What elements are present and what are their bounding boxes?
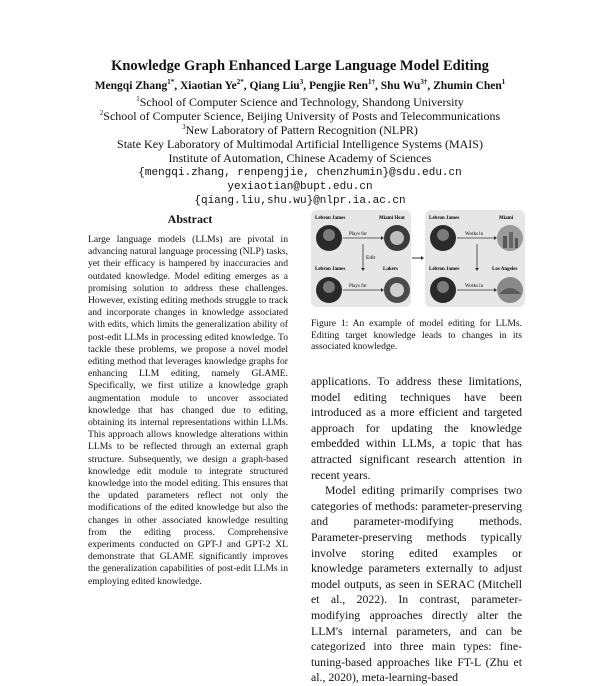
left-top-subject: Lebron James	[315, 216, 346, 221]
right-top-relation: Works in	[465, 232, 484, 237]
abstract-heading: Abstract	[167, 212, 213, 226]
email: {mengqi.zhang, renpengjie, chenzhumin}@sdu.edu.cn	[138, 167, 462, 179]
team-logo-inner	[390, 283, 404, 297]
affiliation: $^1$School of Computer Science and Technology, Shandong University	[136, 95, 464, 109]
player-face	[437, 229, 449, 241]
body-paragraph: applications. To address these limitations, model editing techniques have been introduced as a more efficient and targeted approach for updating the knowledge embedded within LLMs, a topic that has attracted significant research attention in recent years.	[311, 374, 522, 482]
right-bottom-relation: Works in	[465, 284, 484, 289]
right-bottom-object: Los Angeles	[492, 267, 518, 272]
author: Qiang Liu	[249, 80, 300, 92]
building	[515, 238, 518, 248]
author: Pengjie Ren	[308, 80, 369, 92]
paper-title: Knowledge Graph Enhanced Large Language Model Editing	[111, 58, 489, 74]
left-bottom-subject: Lebron James	[315, 267, 346, 272]
figure-caption: Figure 1: An example of model editing for LLMs. Editing target knowledge leads to changes in its associated knowledge.	[311, 318, 522, 353]
author-sup: 1†	[368, 78, 376, 87]
body-paragraph: Model editing primarily comprises two categories of methods: parameter-preserving and parameter-modifying methods. Parameter-preserving methods typically involve storing edited examples or knowledge parameters externally to adjust model outputs, as seen in SERAC (Mitchell et al., 2022). In contrast, parameter-modifying approaches directly alter the LLM's internal parameters, and can be categorized into three main types: fine-tuning-based approaches like FT-L (Zhu et al., 2020), meta-learning-based	[311, 483, 522, 685]
left-top-object: Miami Heat	[379, 216, 405, 221]
edit-label: Edit	[366, 255, 376, 261]
affiliation: $^3$New Laboratory of Pattern Recognition (NLPR)	[182, 123, 418, 137]
author: Shu Wu	[380, 80, 421, 92]
right-top-subject: Lebron James	[429, 216, 460, 221]
email: yexiaotian@bupt.edu.cn	[227, 181, 373, 193]
player-face	[437, 281, 449, 293]
affiliation: Institute of Automation, Chinese Academy of Sciences	[168, 151, 432, 165]
team-logo-inner	[390, 231, 404, 245]
left-top-relation: Plays for	[349, 232, 367, 237]
abstract-text: Large language models (LLMs) are pivotal in advancing natural language processing (NLP) tasks, yet their efficacy is hampered by inaccuracies and outdated knowledge. Model editing emerges as a promising solution to address these challenges. However, existing editing methods struggle to track and incorporate changes in knowledge associated with edits, which limits the generalization ability of post-edit LLMs in processing edited knowledge. To tackle these problems, we propose a novel model editing method that leverages knowledge graphs for enhancing LLM editing, namely GLAME. Specifically, we first utilize a knowledge graph augmentation module to uncover associated knowledge that has changed due to editing, obtaining its internal representations within LLMs. This approach allows knowledge alterations within LLMs to be reflected through an external graph structure. Subsequently, we design a graph-based knowledge edit module to integrate structured knowledge into the model editing. This ensures that the updated parameters reflect not only the modifications of the edited knowledge but also the changes in other associated knowledge resulting from the editing process. Comprehensive experiments conducted on GPT-J and GPT-2 XL demonstrate that GLAME significantly improves the generalization capabilities of post-edit LLMs in employing edited knowledge.	[88, 234, 288, 587]
affiliation: State Key Laboratory of Multimodal Artificial Intelligence Systems (MAIS)	[117, 137, 483, 151]
player-face	[323, 281, 335, 293]
author: Zhumin Chen	[433, 80, 502, 92]
author-sup: 1*	[167, 78, 175, 87]
author-sup: 2*	[236, 78, 244, 87]
building	[503, 236, 507, 248]
figure-1	[311, 210, 525, 310]
arrow-head	[421, 256, 424, 260]
author-sup: 3†	[420, 78, 428, 87]
author: Mengqi Zhang	[94, 80, 168, 92]
abstract-body	[88, 234, 288, 588]
author-sup: 1	[501, 78, 506, 87]
author: Xiaotian Ye	[179, 80, 237, 92]
right-bottom-subject: Lebron James	[429, 267, 460, 272]
left-bottom-relation: Plays for	[349, 284, 367, 289]
left-bottom-object: Lakers	[383, 267, 398, 272]
player-face	[323, 229, 335, 241]
body-column	[311, 374, 522, 686]
affiliation: $^2$School of Computer Science, Beijing University of Posts and Telecommunications	[99, 109, 501, 123]
right-top-object: Miami	[499, 216, 514, 221]
author-sup: 3	[299, 78, 304, 87]
author-list: Mengqi Zhang$^{1*}$, Xiaotian $Ye^{2*}$, Qiang Liu$^3$, Pengjie Ren$^{1\dagger}$, Shu $Wu^{3\dagger}$, Zhumin Chen$^1$	[94, 78, 506, 92]
building	[509, 232, 513, 248]
email: {qiang.liu,shu.wu}@nlpr.ia.ac.cn	[194, 195, 406, 207]
